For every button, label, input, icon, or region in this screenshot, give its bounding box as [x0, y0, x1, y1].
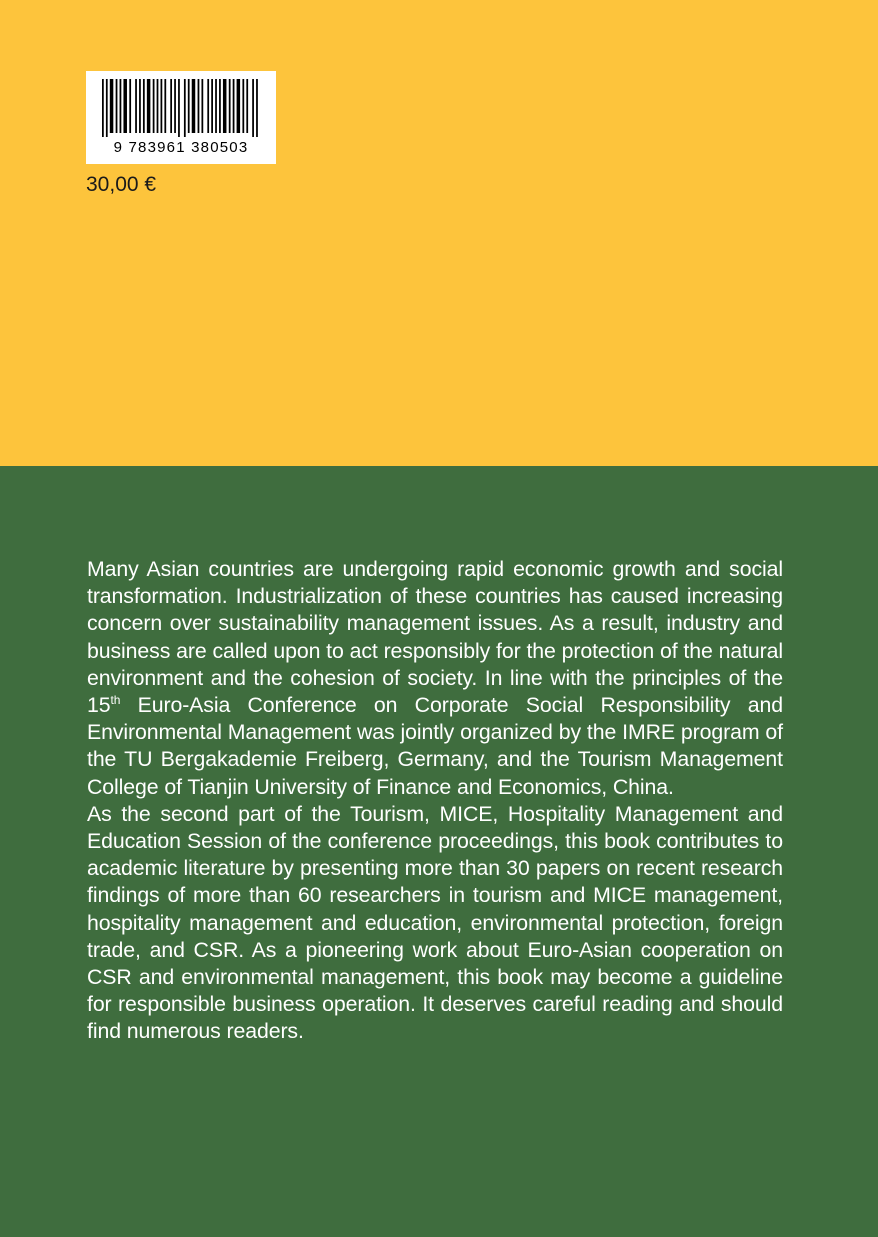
barcode-bar [246, 79, 248, 133]
barcode-bar [188, 79, 190, 133]
barcode-bar [164, 79, 166, 133]
blurb-paragraph-1-text-a: Many Asian countries are undergoing rapid economic growth and social transformation. Industrialization of these countries has caused increasing concern over sustainability management issues. As a result, industry and business are called upon to act responsibly for the protection of the natural environment and the cohesion of society. In line with the principles of the 15 [87, 557, 783, 718]
blurb-paragraph-1-text-b: Euro-Asia Conference on Corporate Social Responsibility and Environmental Management was jointly organized by the IMRE program of the TU Bergakademie Freiberg, Germany, and the Tourism Management College of Tianjin University of Finance and Economics, China. [87, 693, 783, 799]
barcode-bar [161, 79, 163, 133]
barcode-bar [170, 79, 172, 133]
blurb-paragraph-2: As the second part of the Tourism, MICE, Hospitality Management and Education Session of the conference proceedings, this book contributes to academic literature by presenting more than 30 papers on recent research findings of more than 60 researchers in tourism and MICE management, hospitality management and education, environmental protection, foreign trade, and CSR. As a pioneering work about Euro-Asian cooperation on CSR and environmental management, this book may become a guideline for responsible business operation. It deserves careful reading and should find numerous readers. [87, 801, 783, 1044]
barcode-bar [256, 79, 258, 137]
barcode-bar [184, 79, 186, 137]
barcode-bar [174, 79, 176, 133]
barcode-bar [219, 79, 221, 133]
barcode-bar [237, 79, 241, 133]
barcode-bar [153, 79, 155, 133]
barcode-bar [143, 79, 145, 133]
blurb-paragraph-1 [87, 556, 783, 801]
barcode-bar [215, 79, 217, 133]
barcode-bar [223, 79, 227, 133]
barcode-bar [116, 79, 118, 133]
barcode-bar [147, 79, 151, 133]
isbn-digits: 9 783961 380503 [113, 139, 249, 156]
barcode-bar [242, 79, 244, 133]
barcode-bars [102, 79, 260, 137]
barcode-bar [157, 79, 159, 133]
barcode-bar [198, 79, 200, 133]
barcode-bar [139, 79, 141, 133]
barcode-bar [129, 79, 131, 133]
barcode-bar [233, 79, 235, 133]
price-label: 30,00 € [86, 173, 157, 196]
barcode-bar [192, 79, 196, 133]
barcode-bar [178, 79, 180, 137]
isbn-barcode [86, 71, 276, 164]
barcode-bar [102, 79, 104, 137]
ordinal-suffix: th [110, 692, 121, 707]
barcode-bar [211, 79, 213, 133]
top-yellow-panel [0, 0, 878, 466]
barcode-bar [110, 79, 114, 133]
barcode-bar [123, 79, 127, 133]
barcode-bar [120, 79, 122, 133]
barcode-bar [207, 79, 209, 133]
barcode-bar [135, 79, 137, 133]
barcode-bar [229, 79, 231, 133]
barcode-bar [106, 79, 108, 137]
back-cover-blurb [87, 556, 783, 1046]
barcode-bar [201, 79, 203, 133]
barcode-bar [252, 79, 254, 137]
